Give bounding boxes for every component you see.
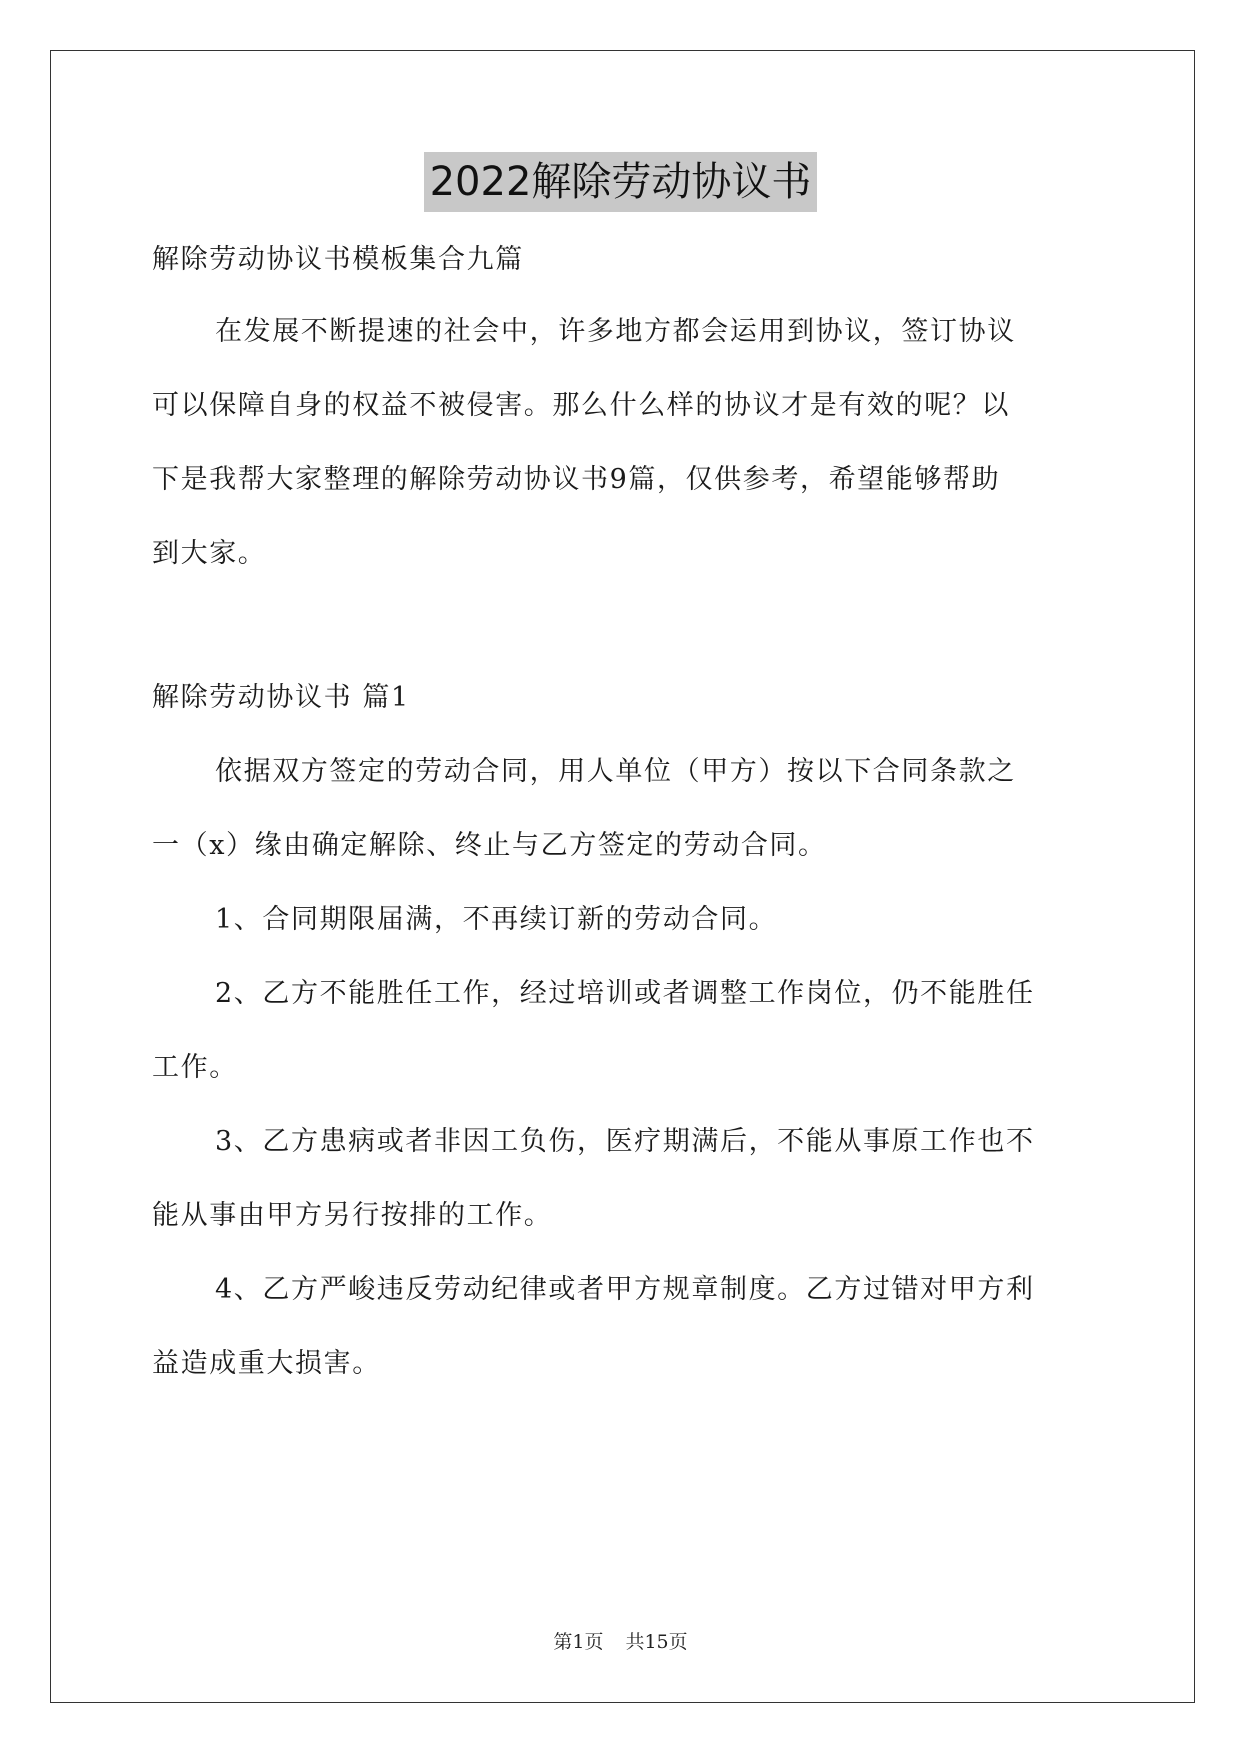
document-title: 2022解除劳动协议书: [424, 152, 818, 212]
body-line-4: 2、乙方不能胜任工作，经过培训或者调整工作岗位，仍不能胜任: [215, 978, 1035, 1009]
body-line-2: 一（x）缘由确定解除、终止与乙方签定的劳动合同。: [152, 830, 827, 861]
page-footer: [0, 1629, 1241, 1655]
page-number: 第1页: [553, 1631, 604, 1653]
intro-line-2: 可以保障自身的权益不被侵害。那么什么样的协议才是有效的呢？以: [152, 390, 1010, 421]
body-line-8: 4、乙方严峻违反劳动纪律或者甲方规章制度。乙方过错对甲方利: [215, 1274, 1035, 1305]
page-total: 共15页: [625, 1631, 688, 1653]
intro-line-4: 到大家。: [152, 538, 267, 569]
intro-line-1: 在发展不断提速的社会中，许多地方都会运用到协议，签订协议: [215, 316, 1016, 347]
body-line-5: 工作。: [152, 1052, 238, 1083]
page-border: [50, 50, 1195, 1703]
body-line-7: 能从事由甲方另行按排的工作。: [152, 1200, 553, 1231]
body-line-9: 益造成重大损害。: [152, 1348, 381, 1379]
section-heading: 解除劳动协议书 篇1: [152, 682, 410, 713]
body-line-3: 1、合同期限届满，不再续订新的劳动合同。: [215, 904, 778, 935]
intro-line-3: 下是我帮大家整理的解除劳动协议书9篇，仅供参考，希望能够帮助: [152, 464, 1001, 495]
document-subtitle: 解除劳动协议书模板集合九篇: [152, 244, 524, 275]
body-line-6: 3、乙方患病或者非因工负伤，医疗期满后，不能从事原工作也不: [215, 1126, 1035, 1157]
body-line-1: 依据双方签定的劳动合同，用人单位（甲方）按以下合同条款之: [215, 756, 1016, 787]
title-container: [0, 152, 1241, 212]
